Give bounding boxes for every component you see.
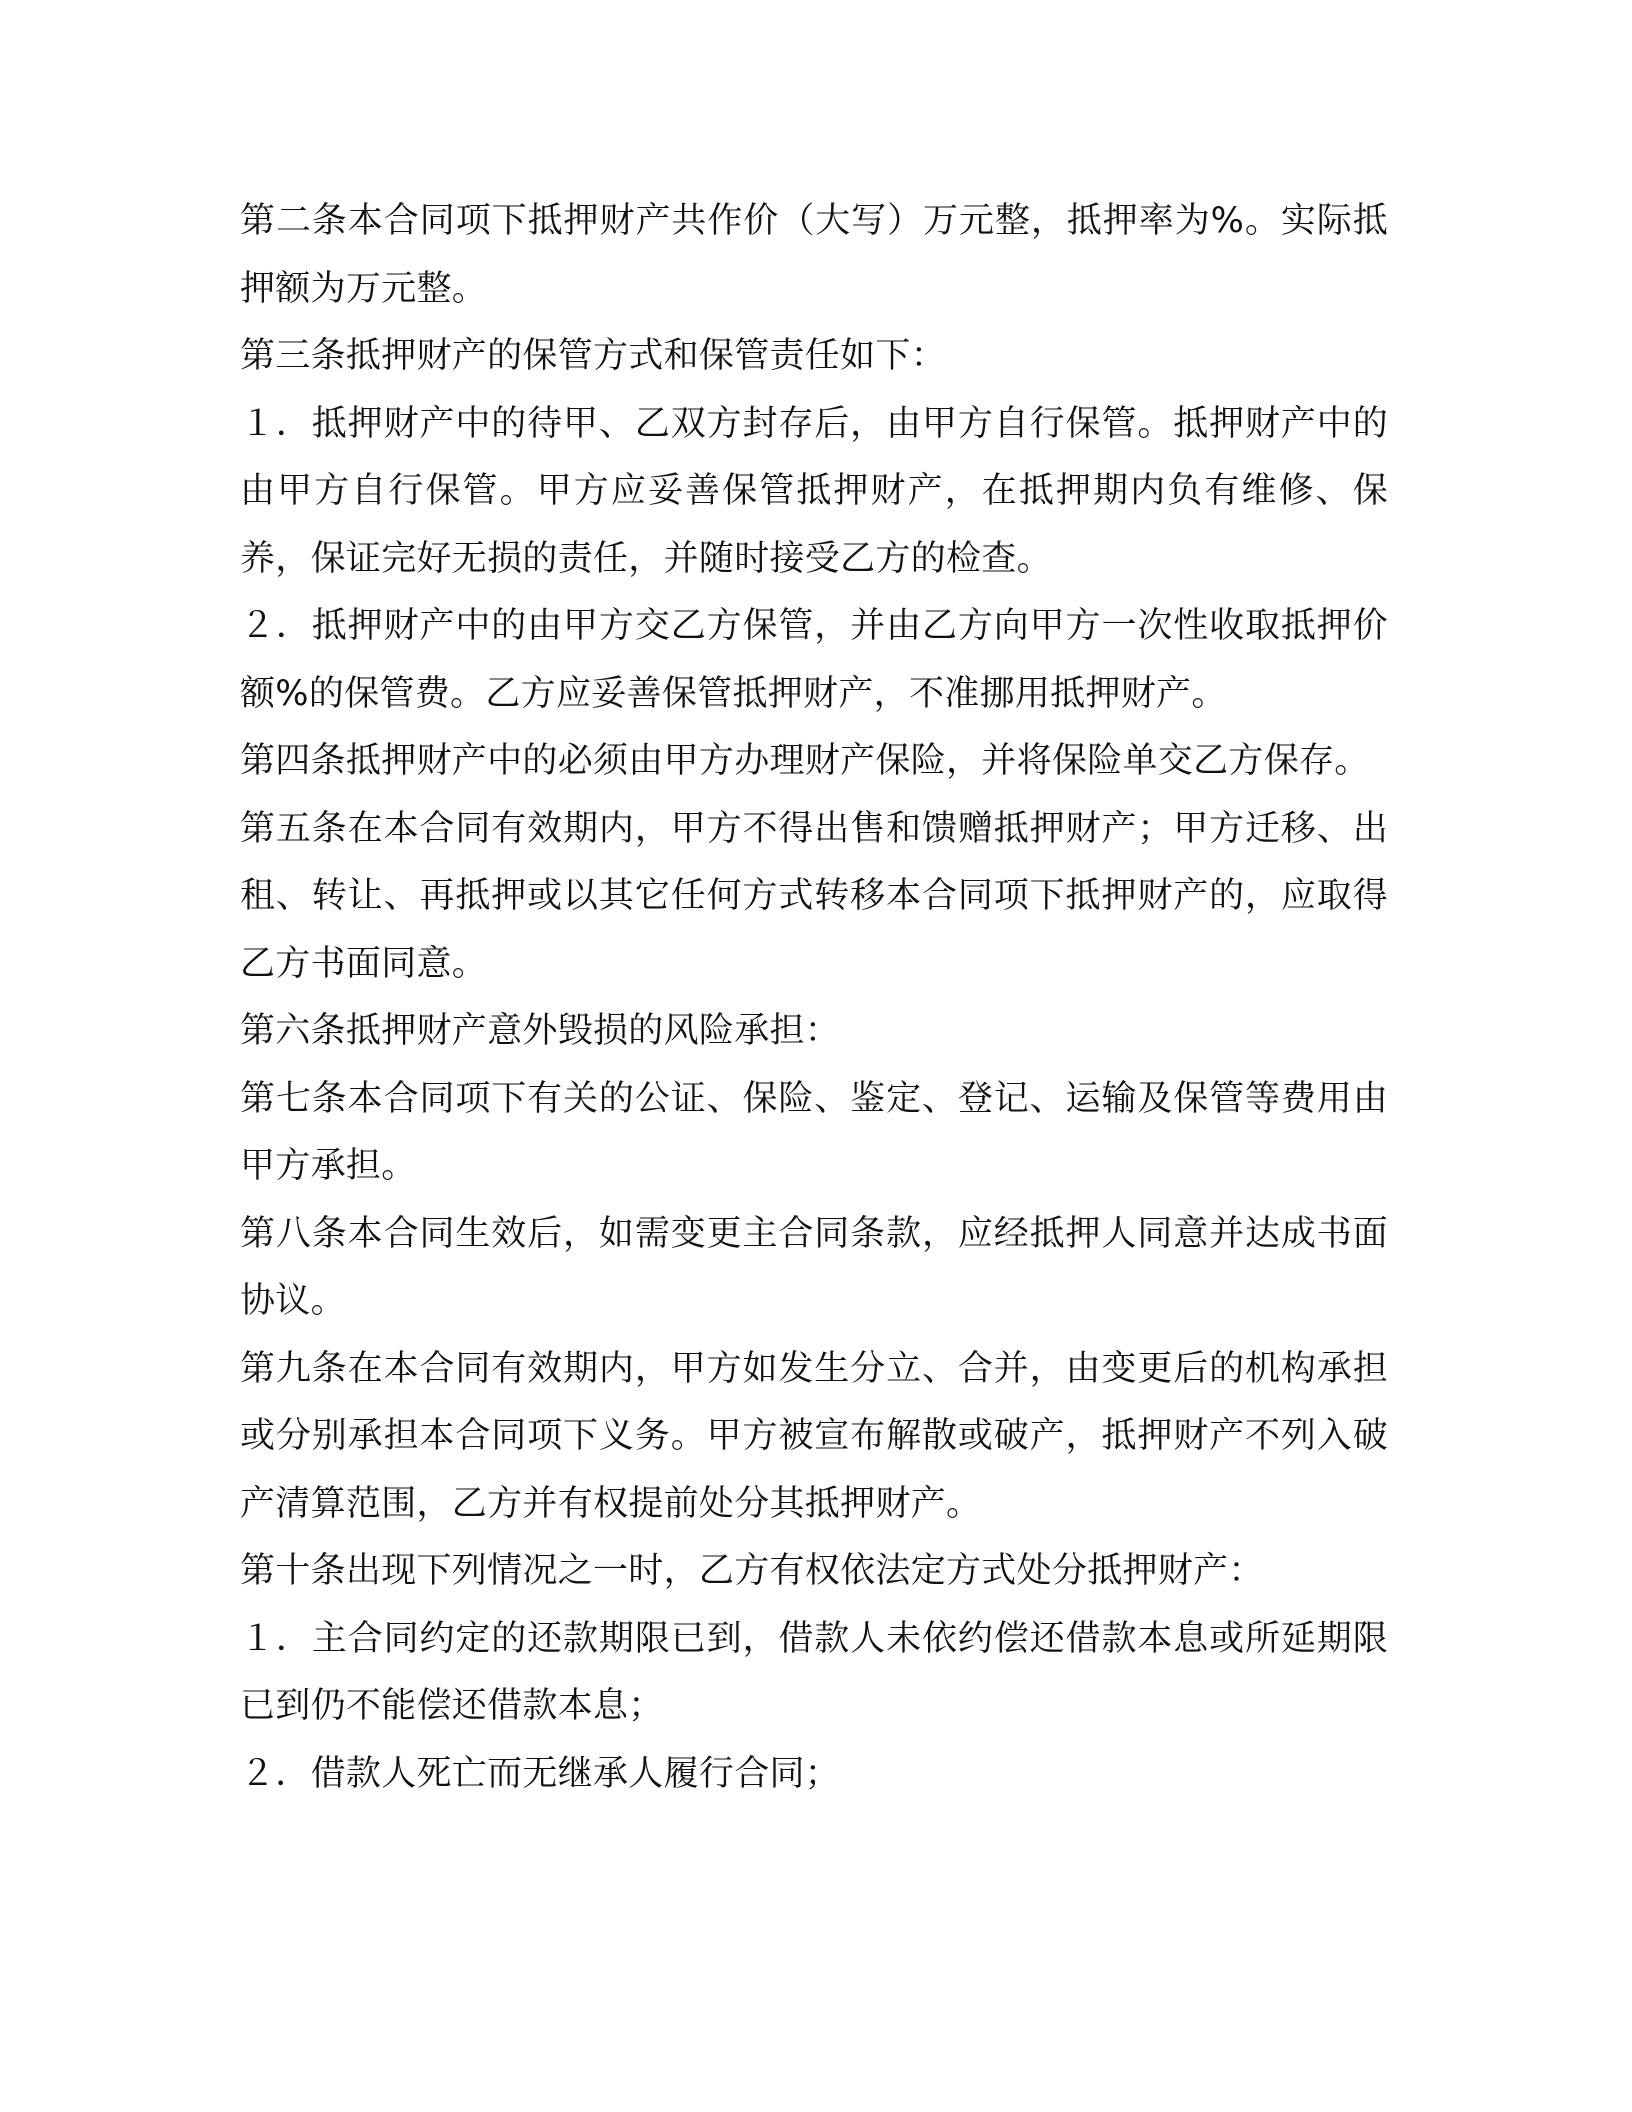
document-body: [240, 188, 1388, 1808]
clause-5: 第五条在本合同有效期内，甲方不得出售和馈赠抵押财产；甲方迁移、出租、转让、再抵押或以其它任何方式转移本合同项下抵押财产的，应取得乙方书面同意。: [240, 808, 1388, 984]
clause-3-item-1: １．抵押财产中的待甲、乙双方封存后，由甲方自行保管。抵押财产中的由甲方自行保管。甲方应妥善保管抵押财产，在抵押期内负有维修、保养，保证完好无损的责任，并随时接受乙方的检查。: [240, 403, 1388, 579]
clause-3-item-2: ２．抵押财产中的由甲方交乙方保管，并由乙方向甲方一次性收取抵押价额%的保管费。乙方应妥善保管抵押财产，不准挪用抵押财产。: [240, 606, 1388, 714]
clause-3: 第三条抵押财产的保管方式和保管责任如下：: [240, 336, 947, 376]
clause-4: 第四条抵押财产中的必须由甲方办理财产保险，并将保险单交乙方保存。: [240, 741, 1370, 781]
clause-8: 第八条本合同生效后，如需变更主合同条款，应经抵押人同意并达成书面协议。: [240, 1213, 1388, 1321]
clause-6: 第六条抵押财产意外毁损的风险承担：: [240, 1011, 841, 1051]
clause-9: 第九条在本合同有效期内，甲方如发生分立、合并，由变更后的机构承担或分别承担本合同项下义务。甲方被宣布解散或破产，抵押财产不列入破产清算范围，乙方并有权提前处分其抵押财产。: [240, 1348, 1388, 1524]
clause-10-item-2: ２．借款人死亡而无继承人履行合同；: [240, 1753, 841, 1794]
clause-10: 第十条出现下列情况之一时，乙方有权依法定方式处分抵押财产：: [240, 1551, 1264, 1591]
clause-7: 第七条本合同项下有关的公证、保险、鉴定、登记、运输及保管等费用由甲方承担。: [240, 1078, 1388, 1186]
clause-10-item-1: １．主合同约定的还款期限已到，借款人未依约偿还借款本息或所延期限已到仍不能偿还借款本息；: [240, 1618, 1388, 1726]
clause-2: 第二条本合同项下抵押财产共作价（大写）万元整，抵押率为%。实际抵押额为万元整。: [240, 201, 1388, 309]
